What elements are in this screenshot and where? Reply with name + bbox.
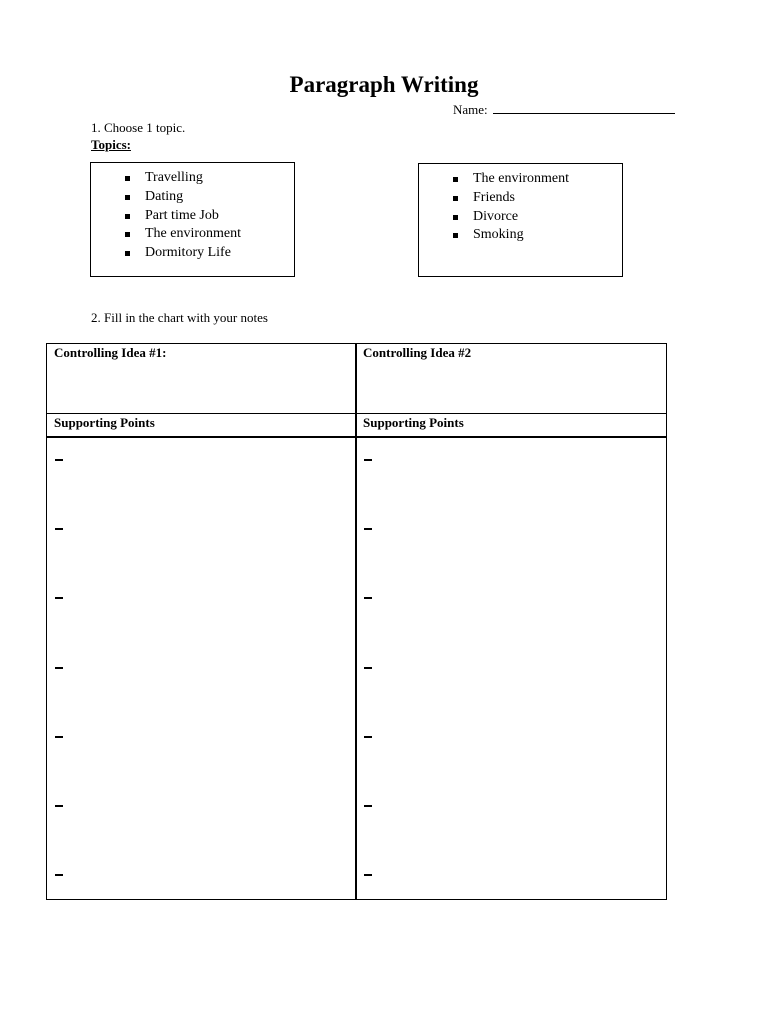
column-divider bbox=[355, 344, 357, 899]
topic-item: Divorce bbox=[419, 208, 622, 227]
name-label: Name: bbox=[453, 102, 488, 117]
controlling-idea-1-header: Controlling Idea #1: bbox=[54, 345, 167, 360]
topic-item: The environment bbox=[91, 225, 294, 244]
topics-list-right bbox=[419, 164, 622, 245]
square-bullet-icon bbox=[453, 177, 458, 182]
answer-dash-col2-6[interactable] bbox=[364, 805, 372, 807]
topics-heading: Topics: bbox=[91, 137, 131, 152]
answer-dash-col1-5[interactable] bbox=[55, 736, 63, 738]
name-field[interactable] bbox=[453, 101, 675, 118]
topic-item: Dormitory Life bbox=[91, 244, 294, 263]
square-bullet-icon bbox=[125, 232, 130, 237]
answer-dash-col1-4[interactable] bbox=[55, 667, 63, 669]
controlling-idea-2-header: Controlling Idea #2 bbox=[363, 345, 472, 360]
name-blank-line[interactable] bbox=[493, 101, 675, 114]
square-bullet-icon bbox=[125, 251, 130, 256]
notes-chart bbox=[46, 343, 667, 900]
answer-dash-col2-3[interactable] bbox=[364, 597, 372, 599]
square-bullet-icon bbox=[125, 176, 130, 181]
answer-dash-col1-2[interactable] bbox=[55, 528, 63, 530]
topic-item: Friends bbox=[419, 189, 622, 208]
row-divider bbox=[47, 413, 666, 414]
page-title: Paragraph Writing bbox=[289, 72, 479, 97]
square-bullet-icon bbox=[453, 233, 458, 238]
topics-box-right bbox=[418, 163, 623, 277]
square-bullet-icon bbox=[125, 195, 130, 200]
answer-dash-col2-2[interactable] bbox=[364, 528, 372, 530]
topic-item: Dating bbox=[91, 188, 294, 207]
step-2-instruction: 2. Fill in the chart with your notes bbox=[91, 310, 268, 325]
topic-item: Part time Job bbox=[91, 207, 294, 226]
answer-dash-col1-1[interactable] bbox=[55, 459, 63, 461]
answer-dash-col2-4[interactable] bbox=[364, 667, 372, 669]
supporting-points-header-1: Supporting Points bbox=[54, 415, 155, 430]
answer-dash-col2-5[interactable] bbox=[364, 736, 372, 738]
topics-box-left bbox=[90, 162, 295, 277]
row-divider-thick bbox=[47, 436, 666, 438]
topics-list-left bbox=[91, 163, 294, 263]
answer-dash-col1-6[interactable] bbox=[55, 805, 63, 807]
square-bullet-icon bbox=[453, 196, 458, 201]
topic-item: Smoking bbox=[419, 226, 622, 245]
square-bullet-icon bbox=[453, 215, 458, 220]
answer-dash-col1-7[interactable] bbox=[55, 874, 63, 876]
topic-item: The environment bbox=[419, 170, 622, 189]
answer-dash-col1-3[interactable] bbox=[55, 597, 63, 599]
answer-dash-col2-1[interactable] bbox=[364, 459, 372, 461]
answer-dash-col2-7[interactable] bbox=[364, 874, 372, 876]
step-1-instruction: 1. Choose 1 topic. bbox=[91, 120, 186, 135]
topic-item: Travelling bbox=[91, 169, 294, 188]
square-bullet-icon bbox=[125, 214, 130, 219]
supporting-points-header-2: Supporting Points bbox=[363, 415, 464, 430]
